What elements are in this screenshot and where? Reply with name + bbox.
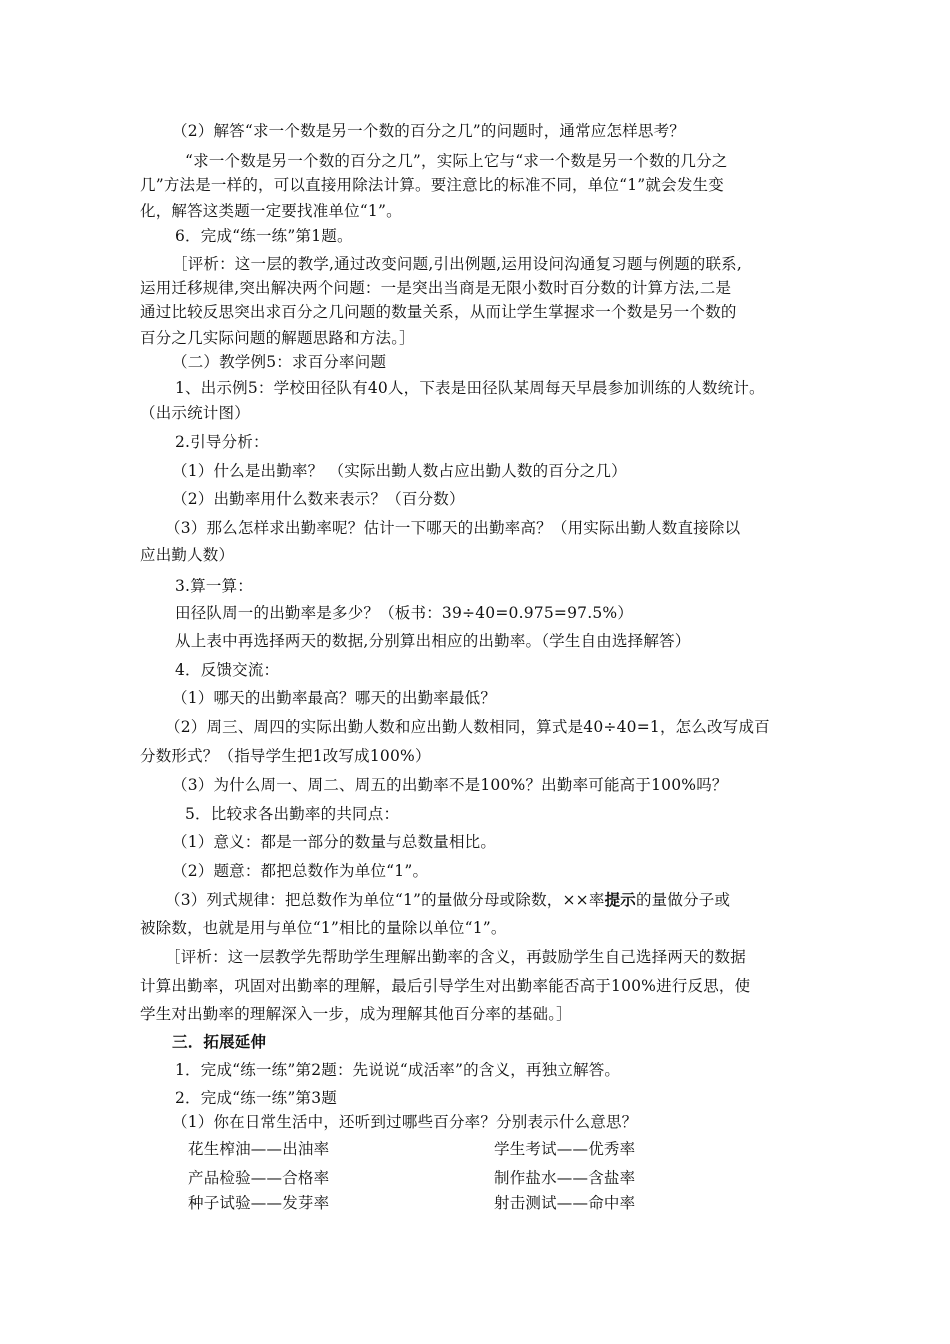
text-segment: 的量做分子或: [635, 891, 731, 909]
text-line: 田径队周一的出勤率是多少？（板书：39÷40=0.975=97.5%）: [175, 604, 634, 622]
text-line: 通过比较反思突出求百分之几问题的数量关系，从而让学生掌握求一个数是另一个数的: [140, 303, 737, 321]
text-line: “求一个数是另一个数的百分之几”，实际上它与“求一个数是另一个数的几分之: [185, 152, 728, 170]
text-line: 5．比较求各出勤率的共同点：: [185, 805, 400, 823]
text-line: 1、出示例5：学校田径队有40人，下表是田径队某周每天早晨参加训练的人数统计。: [175, 379, 765, 397]
text-line: （3）为什么周一、周二、周五的出勤率不是100%？出勤率可能高于100%吗？: [172, 776, 728, 794]
text-line: [165, 890, 730, 910]
text-line: （2）出勤率用什么数来表示？（百分数）: [172, 490, 465, 508]
text-line: 学生对出勤率的理解深入一步，成为理解其他百分率的基础。］: [140, 1005, 572, 1023]
text-segment: （3）列式规律：把总数作为单位“1”的量做分母或除数，××率: [165, 891, 605, 909]
text-line: （1）意义：都是一部分的数量与总数量相比。: [172, 833, 497, 851]
text-line: （3）那么怎样求出勤率呢？估计一下哪天的出勤率高？（用实际出勤人数直接除以: [165, 519, 741, 537]
text-line: （出示统计图）: [140, 404, 250, 422]
example-right: 制作盐水——含盐率: [494, 1169, 636, 1187]
text-line: ［评析：这一层的教学,通过改变问题,引出例题,运用设问沟通复习题与例题的联系,: [172, 255, 743, 273]
text-line: 几”方法是一样的，可以直接用除法计算。要注意比的标准不同，单位“1”就会发生变: [140, 176, 724, 194]
text-line: 4．反馈交流：: [175, 661, 280, 679]
example-left: 产品检验——合格率: [188, 1169, 330, 1187]
text-line: 1．完成“练一练”第2题：先说说“成活率”的含义，再独立解答。: [175, 1061, 621, 1079]
highlighted-word: 提示: [604, 890, 636, 909]
text-line: 分数形式？（指导学生把1改写成100%）: [140, 747, 431, 765]
example-left: 种子试验——发芽率: [188, 1194, 330, 1212]
text-line: 运用迁移规律,突出解决两个问题：一是突出当商是无限小数时百分数的计算方法,二是: [140, 279, 732, 297]
section-heading: 三．拓展延伸: [172, 1033, 267, 1051]
example-right: 学生考试——优秀率: [494, 1140, 636, 1158]
text-line: 从上表中再选择两天的数据,分别算出相应的出勤率。（学生自由选择解答）: [175, 632, 691, 650]
text-line: 计算出勤率，巩固对出勤率的理解，最后引导学生对出勤率能否高于100%进行反思，使: [140, 977, 751, 995]
text-line: （2）解答“求一个数是另一个数的百分之几”的问题时，通常应怎样思考？: [172, 122, 686, 140]
text-line: （2）周三、周四的实际出勤人数和应出勤人数相同，算式是40÷40=1，怎么改写成百: [165, 718, 770, 736]
example-left: 花生榨油——出油率: [188, 1140, 330, 1158]
text-line: 2．完成“练一练”第3题: [175, 1089, 337, 1107]
example-right: 射击测试——命中率: [494, 1194, 636, 1212]
text-line: 被除数，也就是用与单位“1”相比的量除以单位“1”。: [140, 919, 507, 937]
section-heading: （二）教学例5：求百分率问题: [172, 353, 387, 371]
text-line: （1）你在日常生活中，还听到过哪些百分率？分别表示什么意思？: [172, 1113, 638, 1131]
text-line: 2.引导分析：: [175, 433, 269, 451]
text-line: ［评析：这一层教学先帮助学生理解出勤率的含义，再鼓励学生自己选择两天的数据: [165, 948, 746, 966]
text-line: 3.算一算：: [175, 577, 253, 595]
text-line: （1）什么是出勤率？ （实际出勤人数占应出勤人数的百分之几）: [172, 462, 627, 480]
text-line: 6．完成“练一练”第1题。: [175, 227, 353, 245]
text-line: （2）题意：都把总数作为单位“1”。: [172, 862, 429, 880]
text-line: 化，解答这类题一定要找准单位“1”。: [140, 202, 402, 220]
text-line: 百分之几实际问题的解题思路和方法。］: [140, 329, 415, 347]
text-line: （1）哪天的出勤率最高？哪天的出勤率最低？: [172, 689, 497, 707]
text-line: 应出勤人数）: [140, 546, 235, 564]
